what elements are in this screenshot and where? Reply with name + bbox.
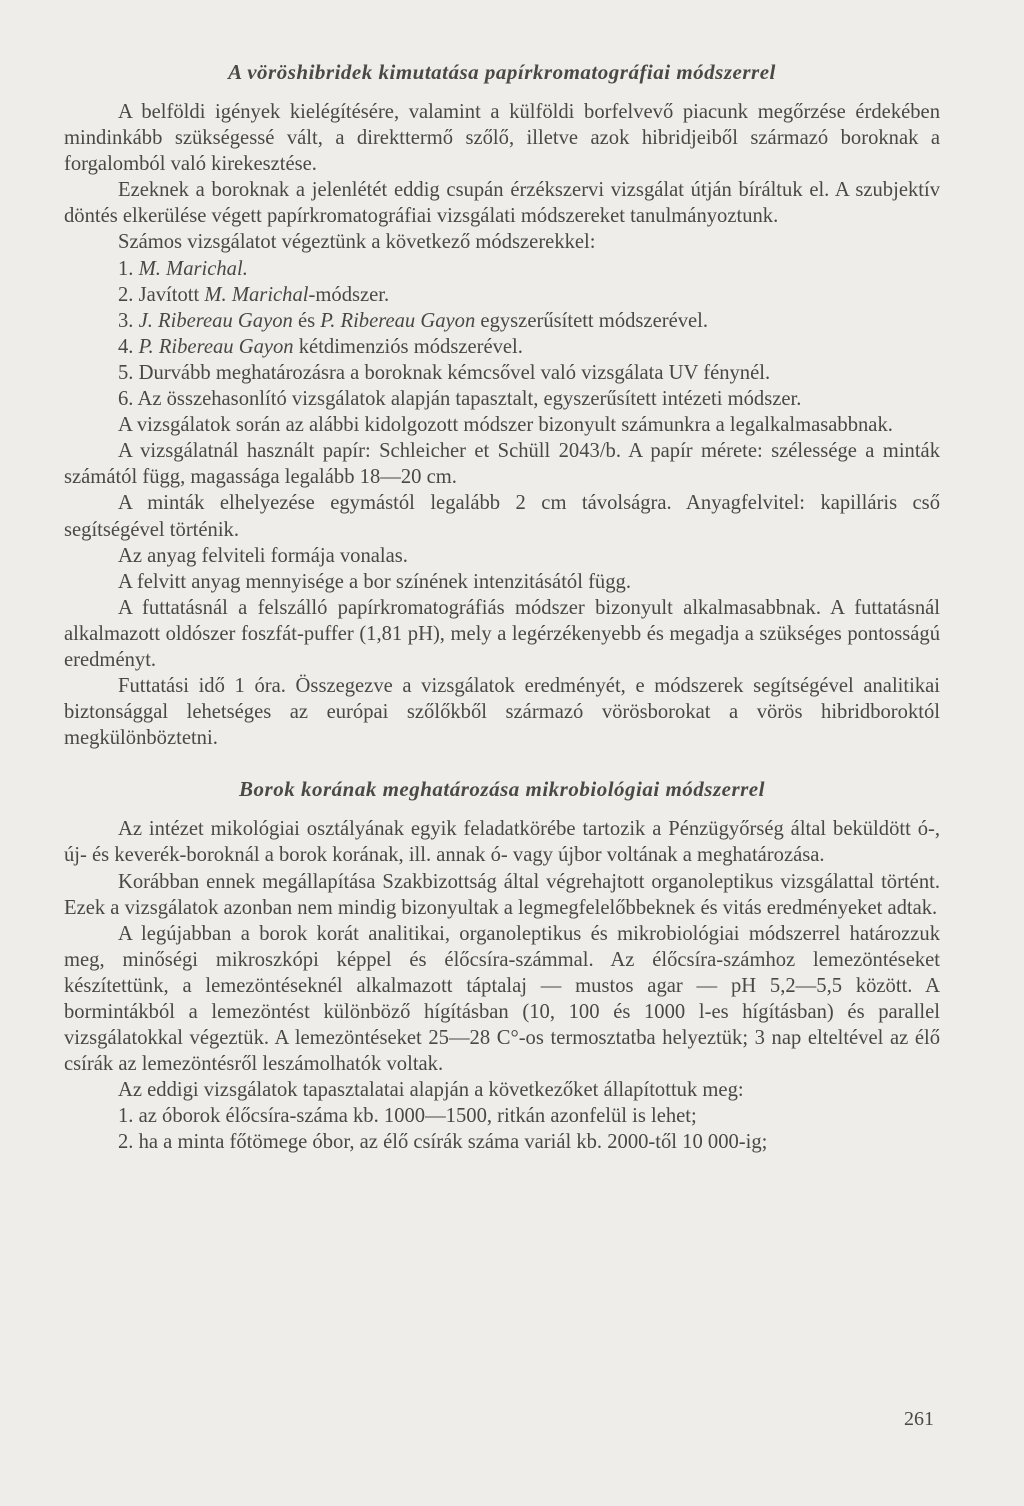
paragraph: A minták elhelyezése egymástól legalább 2 cm távolságra. Anyagfelvitel: kapilláris cső segítségével történik. [64, 492, 940, 541]
paragraph: A legújabban a borok korát analitikai, organoleptikus és mikrobiológiai módszerrel határozzuk meg, minőségi mikroszkópi képpel és élőcsíra-számmal. Az élőcsíra-számhoz lemezöntéseket készítettünk, a lemezöntéseknél alkalmazott táptalaj — mustos agar — pH 5,2—5,5 között. A bormintákból a lemezöntést különböző hígításban (10, 100 és 1000 l-es hígításban) és parallel vizsgálatokkal végeztük. A lemezöntéseket 25—28 C°-os termosztatba helyeztük; 3 nap elteltével az élő csírák az lemezöntésről leszámolhatók voltak. [64, 922, 940, 1076]
paragraph: Futtatási idő 1 óra. Összegezve a vizsgálatok eredményét, e módszerek segítségével analitikai biztonsággal lehetséges az európai szőlőkből származó vörösborokat a vörös hibridboroktól megkülönböztetni. [64, 675, 940, 750]
paragraph: Számos vizsgálatot végeztünk a következő módszerekkel: [118, 231, 596, 254]
paragraph: A belföldi igények kielégítésére, valamint a külföldi borfelvevő piacunk megőrzése érdekében mindinkább szükségessé vált, a direkttermő szőlő, illetve azok hibridjeiből származó boroknak a forgalomból való kirekesztése. [64, 101, 940, 176]
paragraph: Az anyag felviteli formája vonalas. [118, 544, 408, 567]
list-item: 5. Durvább meghatározásra a boroknak kémcsővel való vizsgálata UV fénynél. [118, 361, 771, 384]
section-title-wine-age: Borok korának meghatározása mikrobiológiai módszerrel [239, 777, 765, 802]
list-item: 1. M. Marichal. [118, 257, 248, 280]
paragraph: A vizsgálatnál használt papír: Schleicher et Schüll 2043/b. A papír mérete: szélessége a minták számától függ, magassága legalább 18—20 cm. [64, 440, 940, 489]
paragraph: A vizsgálatok során az alábbi kidolgozott módszer bizonyult számunkra a legalkalmasabbnak. [118, 414, 893, 437]
paragraph: Az eddigi vizsgálatok tapasztalatai alapján a következőket állapítottuk meg: [118, 1079, 744, 1102]
page-number: 261 [904, 1408, 934, 1430]
paragraph: A futtatásnál a felszálló papírkromatográfiás módszer bizonyult alkalmasabbnak. A futtatásnál alkalmazott oldószer foszfát-puffer (1,81 pH), mely a legérzékenyebb és megadja a szükséges pontosságú eredményt. [64, 596, 940, 671]
section-title-hybrids: A vöröshibridek kimutatása papírkromatográfiai módszerrel [228, 60, 776, 84]
paragraph: A felvitt anyag mennyisége a bor színének intenzitásától függ. [118, 570, 631, 593]
paragraph: Az intézet mikológiai osztályának egyik feladatkörébe tartozik a Pénzügyőrség által beküldött ó-, új- és keverék-boroknál a borok korának, ill. annak ó- vagy újbor voltának a meghatározása. [64, 818, 940, 867]
list-item: 2. Javított M. Marichal-módszer. [118, 283, 390, 306]
list-item: 4. P. Ribereau Gayon kétdimenziós módszerével. [118, 335, 523, 358]
paragraph: Ezeknek a boroknak a jelenlétét eddig csupán érzékszervi vizsgálat útján bíráltuk el. A szubjektív döntés elkerülése végett papírkromatográfiai vizsgálati módszereket tanulmányoztunk. [64, 179, 940, 228]
paragraph: Korábban ennek megállapítása Szakbizottság által végrehajtott organoleptikus vizsgálattal történt. Ezek a vizsgálatok azonban nem mindig bizonyultak a legmegfelelőbbeknek és vitás eredményeket adtak. [64, 870, 940, 919]
list-item: 1. az óborok élőcsíra-száma kb. 1000—1500, ritkán azonfelül is lehet; [118, 1105, 697, 1128]
list-item: 6. Az összehasonlító vizsgálatok alapján tapasztalt, egyszerűsített intézeti módszer. [118, 388, 802, 411]
list-item: 3. J. Ribereau Gayon és P. Ribereau Gayon egyszerűsített módszerével. [118, 309, 709, 332]
list-item: 2. ha a minta főtömege óbor, az élő csírák száma variál kb. 2000-től 10 000-ig; [118, 1131, 768, 1154]
